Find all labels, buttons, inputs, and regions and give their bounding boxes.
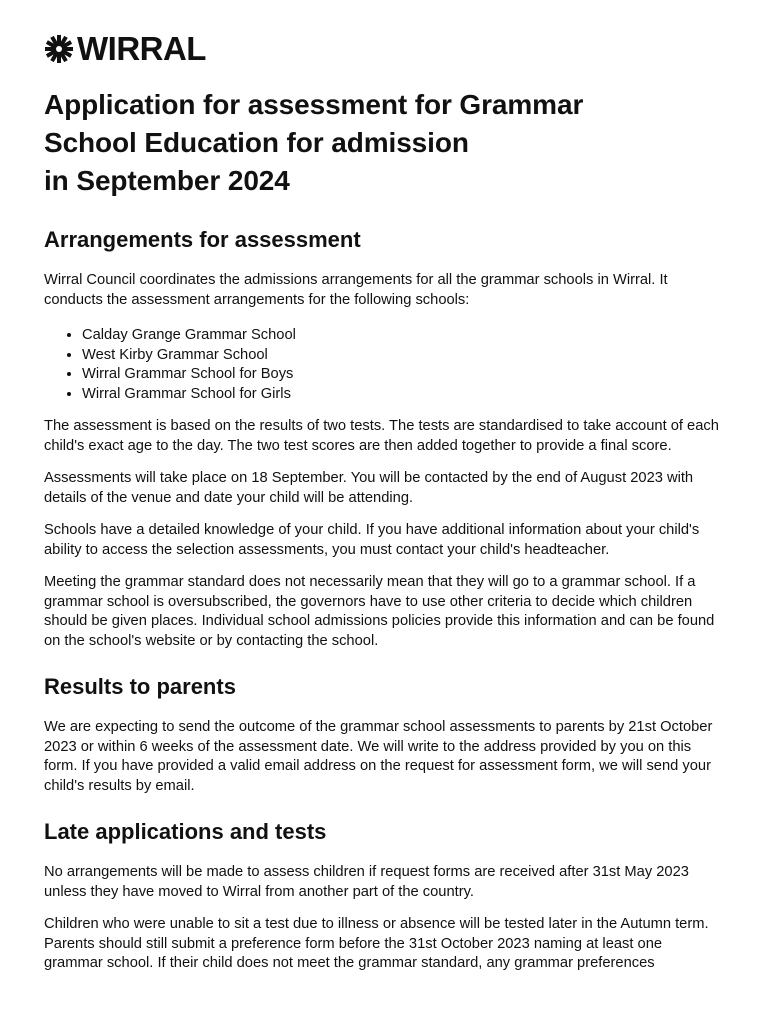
section-heading-results: Results to parents — [44, 674, 236, 699]
page-title — [44, 86, 724, 200]
results-paragraph: We are expecting to send the outcome of the grammar school assessments to parents by 21st October 2023 or within 6 weeks of the assessment date. We will write to the address provided by you on this form. If you have provided a valid email address on the request for assessment form, we will send your child's results by email. — [44, 719, 713, 794]
list-item: • West Kirby Grammar School — [82, 346, 724, 366]
list-item: • Wirral Grammar School for Girls — [82, 385, 724, 405]
section-heading-late: Late applications and tests — [44, 819, 327, 844]
standard-paragraph: Meeting the grammar standard does not necessarily mean that they will go to a grammar school. If a grammar school is oversubscribed, the governors have to use other criteria to decide which children should be given places. Individual school admissions policies provide this information and can be found on the school's website or by contacting the school. — [44, 574, 715, 649]
late-applications-paragraph: No arrangements will be made to assess children if request forms are received after 31st May 2023 unless they have moved to Wirral from another part of the country. — [44, 864, 689, 900]
section-heading-arrangements: Arrangements for assessment — [44, 227, 361, 252]
title-line: School Education for admission — [44, 127, 469, 158]
title-line: Application for assessment for Grammar — [44, 89, 584, 120]
title-line: in September 2024 — [44, 165, 290, 196]
wirral-logo-text: WIRRAL — [77, 30, 206, 67]
arrangements-intro: Wirral Council coordinates the admissions arrangements for all the grammar schools in Wirral. It conducts the assessment arrangements for the following schools: — [44, 272, 668, 308]
wirral-cog-emblem-icon — [44, 34, 74, 64]
illness-paragraph: Children who were unable to sit a test due to illness or absence will be tested later in the Autumn term. Parents should still submit a preference form before the 31st October 2023 naming at least one grammar school. If their child does not meet the grammar standard, any grammar preferences — [44, 916, 709, 971]
wirral-logo — [44, 30, 206, 67]
document-body — [44, 86, 724, 974]
list-item: • Calday Grange Grammar School — [82, 326, 724, 346]
list-item: • Wirral Grammar School for Boys — [82, 365, 724, 385]
school-list — [44, 326, 724, 404]
dates-paragraph: Assessments will take place on 18 September. You will be contacted by the end of August 2023 with details of the venue and date your child will be attending. — [44, 470, 694, 506]
tests-paragraph: The assessment is based on the results of two tests. The tests are standardised to take account of each child's exact age to the day. The two test scores are then added together to provide a final score. — [44, 418, 719, 454]
knowledge-paragraph: Schools have a detailed knowledge of your child. If you have additional information about your child's ability to access the selection assessments, you must contact your child's headteacher. — [44, 522, 700, 558]
